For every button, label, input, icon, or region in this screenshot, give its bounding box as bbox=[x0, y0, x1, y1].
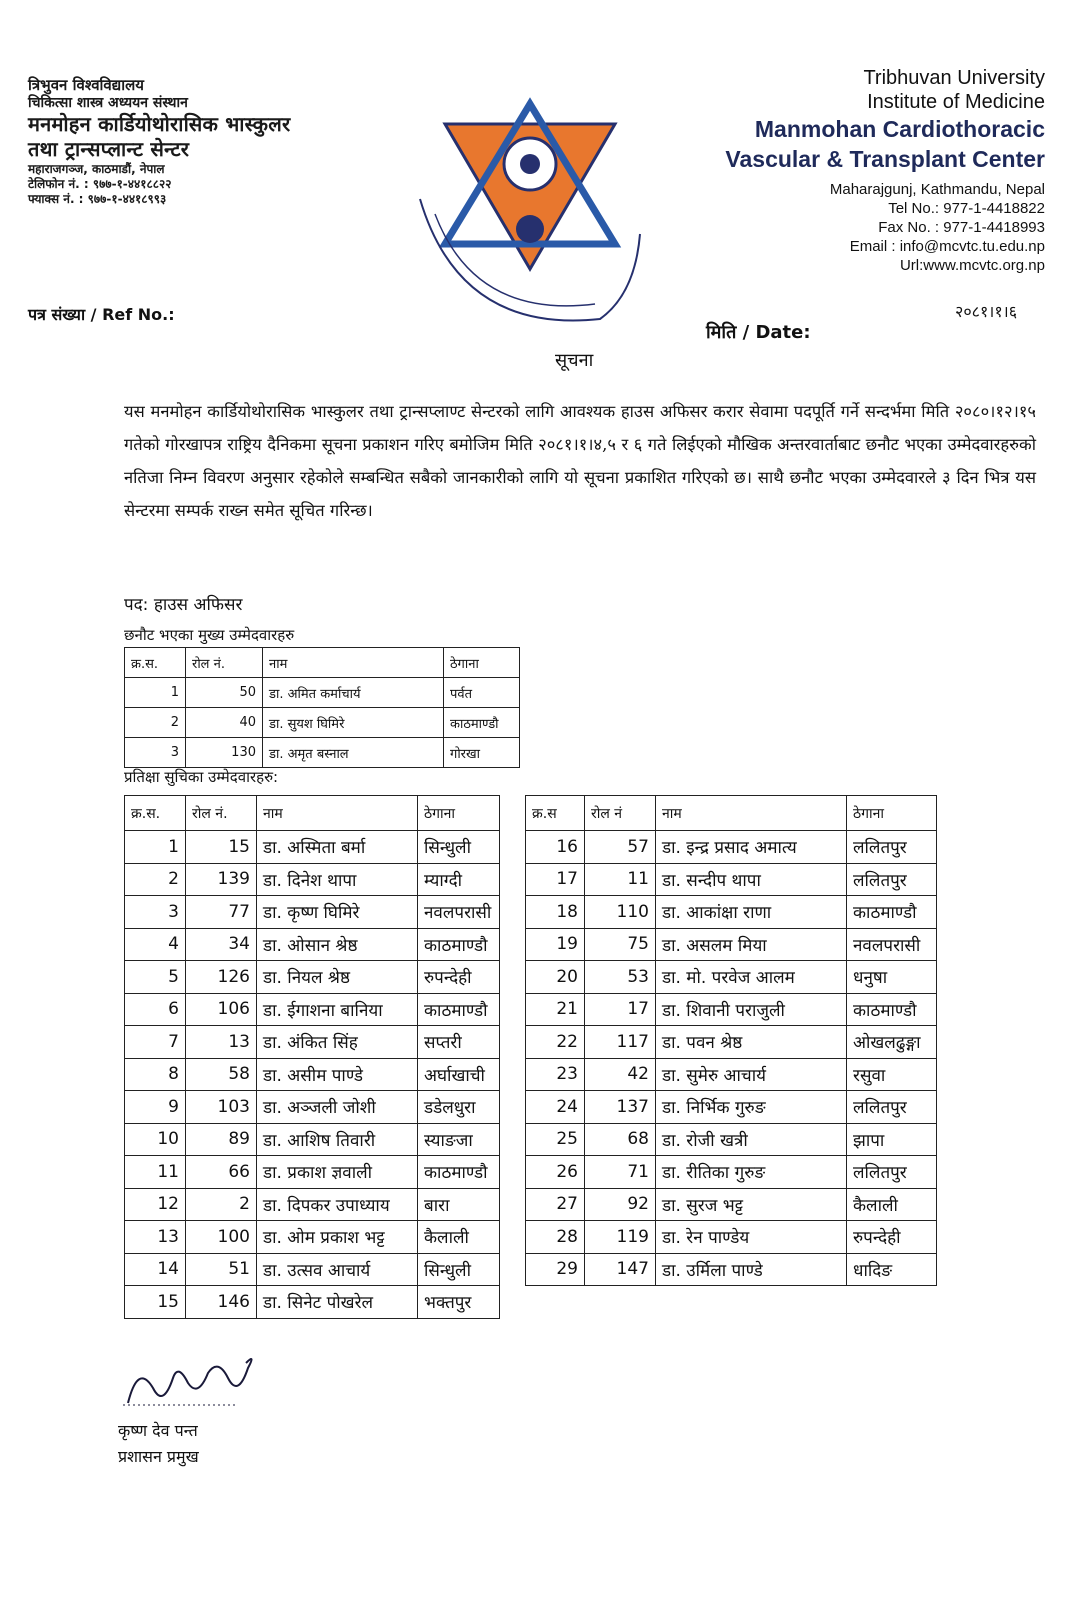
cell-roll: 53 bbox=[585, 961, 656, 994]
table-header-row bbox=[125, 796, 500, 831]
signatory-title: प्रशासन प्रमुख bbox=[118, 1447, 199, 1466]
cell-name: डा. नियल श्रेष्ठ bbox=[257, 961, 418, 994]
cell-address: सप्तरी bbox=[418, 1026, 500, 1059]
cell-roll: 100 bbox=[186, 1221, 257, 1254]
table-row bbox=[526, 993, 937, 1026]
cell-sn: 1 bbox=[125, 831, 186, 864]
cell-roll: 92 bbox=[585, 1188, 656, 1221]
col-roll-header: रोल नं. bbox=[186, 648, 263, 678]
cell-address: ललितपुर bbox=[847, 863, 937, 896]
table-header-row bbox=[125, 648, 520, 678]
cell-address: रुपन्देही bbox=[847, 1221, 937, 1254]
cell-name: डा. रेन पाण्डेय bbox=[656, 1221, 847, 1254]
cell-sn: 11 bbox=[125, 1156, 186, 1189]
cell-sn: 26 bbox=[526, 1156, 585, 1189]
cell-sn: 23 bbox=[526, 1058, 585, 1091]
table-row bbox=[125, 1026, 500, 1059]
table-row bbox=[125, 678, 520, 708]
cell-name: डा. दिपकर उपाध्याय bbox=[257, 1188, 418, 1221]
cell-name: डा. अमित कर्माचार्य bbox=[263, 678, 444, 708]
en-address: Maharajgunj, Kathmandu, Nepal bbox=[829, 181, 1045, 198]
np-telephone: टेलिफोन नं. : ९७७-१-४४१८८२२ bbox=[28, 177, 172, 192]
waitlist-title: प्रतिक्षा सुचिका उम्मेदवारहरु: bbox=[124, 768, 279, 786]
waitlist-table-left bbox=[124, 795, 500, 1319]
cell-address: काठमाण्डौ bbox=[418, 993, 500, 1026]
cell-name: डा. अञ्जली जोशी bbox=[257, 1091, 418, 1124]
cell-address: धादिङ bbox=[847, 1253, 937, 1286]
cell-roll: 58 bbox=[186, 1058, 257, 1091]
cell-name: डा. ओम प्रकाश भट्ट bbox=[257, 1221, 418, 1254]
cell-roll: 51 bbox=[186, 1253, 257, 1286]
cell-name: डा. उर्मिला पाण्डे bbox=[656, 1253, 847, 1286]
cell-roll: 2 bbox=[186, 1188, 257, 1221]
cell-sn: 16 bbox=[526, 831, 585, 864]
np-university: त्रिभुवन विश्वविद्यालय bbox=[28, 76, 144, 94]
cell-name: डा. असीम पाण्डे bbox=[257, 1058, 418, 1091]
cell-name: डा. सुमेरु आचार्य bbox=[656, 1058, 847, 1091]
col-name-header: नाम bbox=[656, 796, 847, 831]
cell-roll: 110 bbox=[585, 896, 656, 929]
cell-address: बारा bbox=[418, 1188, 500, 1221]
signature-icon bbox=[118, 1343, 268, 1418]
cell-sn: 1 bbox=[125, 678, 186, 708]
np-institute: चिकित्सा शास्त्र अध्ययन संस्थान bbox=[28, 94, 188, 111]
cell-name: डा. रीतिका गुरुङ bbox=[656, 1156, 847, 1189]
table-row bbox=[125, 831, 500, 864]
en-fax: Fax No. : 977-1-4418993 bbox=[878, 219, 1045, 236]
cell-address: नवलपरासी bbox=[847, 928, 937, 961]
cell-sn: 18 bbox=[526, 896, 585, 929]
date-value: २०८१।१।६ bbox=[955, 302, 1018, 321]
cell-roll: 77 bbox=[186, 896, 257, 929]
cell-roll: 66 bbox=[186, 1156, 257, 1189]
table-row bbox=[526, 1253, 937, 1286]
table-row bbox=[526, 928, 937, 961]
cell-address: कैलाली bbox=[847, 1188, 937, 1221]
cell-sn: 2 bbox=[125, 863, 186, 896]
cell-name: डा. सुरज भट्ट bbox=[656, 1188, 847, 1221]
cell-sn: 28 bbox=[526, 1221, 585, 1254]
cell-sn: 15 bbox=[125, 1286, 186, 1319]
col-sn-header: क्र.स. bbox=[125, 648, 186, 678]
table-row bbox=[526, 1221, 937, 1254]
cell-sn: 29 bbox=[526, 1253, 585, 1286]
cell-name: डा. आकांक्षा राणा bbox=[656, 896, 847, 929]
np-address: महाराजगञ्ज, काठमाडौं, नेपाल bbox=[28, 162, 165, 177]
table-row bbox=[125, 993, 500, 1026]
cell-roll: 117 bbox=[585, 1026, 656, 1059]
cell-roll: 42 bbox=[585, 1058, 656, 1091]
main-candidates-body bbox=[125, 678, 520, 768]
cell-name: डा. आशिष तिवारी bbox=[257, 1123, 418, 1156]
cell-roll: 68 bbox=[585, 1123, 656, 1156]
cell-sn: 6 bbox=[125, 993, 186, 1026]
main-candidates-table bbox=[124, 647, 520, 768]
cell-name: डा. अस्मिता बर्मा bbox=[257, 831, 418, 864]
en-telephone: Tel No.: 977-1-4418822 bbox=[888, 200, 1045, 217]
post-label: पद: हाउस अफिसर bbox=[124, 595, 243, 615]
cell-name: डा. अंकित सिंह bbox=[257, 1026, 418, 1059]
cell-roll: 13 bbox=[186, 1026, 257, 1059]
cell-address: धनुषा bbox=[847, 961, 937, 994]
cell-sn: 7 bbox=[125, 1026, 186, 1059]
en-center-name-2: Vascular & Transplant Center bbox=[725, 146, 1045, 172]
cell-sn: 17 bbox=[526, 863, 585, 896]
cell-name: डा. ईगाशना बानिया bbox=[257, 993, 418, 1026]
signature bbox=[118, 1343, 268, 1418]
cell-sn: 10 bbox=[125, 1123, 186, 1156]
cell-address: काठमाण्डौ bbox=[847, 993, 937, 1026]
cell-name: डा. सिनेट पोखरेल bbox=[257, 1286, 418, 1319]
table-row bbox=[125, 1156, 500, 1189]
table-row bbox=[526, 831, 937, 864]
table-row bbox=[125, 1286, 500, 1319]
cell-name: डा. निर्भिक गुरुङ bbox=[656, 1091, 847, 1124]
cell-roll: 71 bbox=[585, 1156, 656, 1189]
cell-address: भक्तपुर bbox=[418, 1286, 500, 1319]
cell-address: डडेलधुरा bbox=[418, 1091, 500, 1124]
cell-name: डा. उत्सव आचार्य bbox=[257, 1253, 418, 1286]
cell-sn: 25 bbox=[526, 1123, 585, 1156]
institute-emblem-icon bbox=[400, 94, 650, 354]
cell-roll: 119 bbox=[585, 1221, 656, 1254]
col-name-header: नाम bbox=[257, 796, 418, 831]
table-row bbox=[526, 1123, 937, 1156]
waitlist-table-right bbox=[525, 795, 937, 1286]
table-row bbox=[125, 1253, 500, 1286]
cell-sn: 13 bbox=[125, 1221, 186, 1254]
waitlist-left-body bbox=[125, 831, 500, 1319]
cell-address: नवलपरासी bbox=[418, 896, 500, 929]
col-name-header: नाम bbox=[263, 648, 444, 678]
cell-name: डा. कृष्ण घिमिरे bbox=[257, 896, 418, 929]
cell-sn: 24 bbox=[526, 1091, 585, 1124]
col-address-header: ठेगाना bbox=[418, 796, 500, 831]
emblem-hub bbox=[520, 154, 540, 174]
cell-roll: 126 bbox=[186, 961, 257, 994]
table-row bbox=[125, 738, 520, 768]
table-row bbox=[125, 928, 500, 961]
cell-address: ललितपुर bbox=[847, 1156, 937, 1189]
en-url: Url:www.mcvtc.org.np bbox=[899, 257, 1045, 274]
cell-sn: 19 bbox=[526, 928, 585, 961]
cell-sn: 22 bbox=[526, 1026, 585, 1059]
cell-address: काठमाण्डौ bbox=[847, 896, 937, 929]
cell-sn: 12 bbox=[125, 1188, 186, 1221]
cell-address: ओखलढुङ्गा bbox=[847, 1026, 937, 1059]
col-roll-header: रोल नं. bbox=[186, 796, 257, 831]
cell-sn: 3 bbox=[125, 738, 186, 768]
cell-roll: 34 bbox=[186, 928, 257, 961]
cell-name: डा. पवन श्रेष्ठ bbox=[656, 1026, 847, 1059]
np-fax: फ्याक्स नं. : ९७७-१-४४१८९९३ bbox=[28, 192, 167, 207]
ref-number-label: पत्र संख्या / Ref No.: bbox=[28, 305, 175, 324]
cell-name: डा. सुयश घिमिरे bbox=[263, 708, 444, 738]
cell-address: काठमाण्डौ bbox=[418, 928, 500, 961]
cell-name: डा. दिनेश थापा bbox=[257, 863, 418, 896]
cell-address: ललितपुर bbox=[847, 1091, 937, 1124]
table-row bbox=[125, 1091, 500, 1124]
col-sn-header: क्र.स. bbox=[125, 796, 186, 831]
waitlist-right-body bbox=[526, 831, 937, 1286]
en-university: Tribhuvan University bbox=[863, 67, 1045, 89]
table-row bbox=[125, 1221, 500, 1254]
cell-name: डा. इन्द्र प्रसाद अमात्य bbox=[656, 831, 847, 864]
cell-sn: 14 bbox=[125, 1253, 186, 1286]
table-row bbox=[526, 1058, 937, 1091]
cell-roll: 103 bbox=[186, 1091, 257, 1124]
table-row bbox=[125, 1123, 500, 1156]
notice-body: यस मनमोहन कार्डियोथोरासिक भास्कुलर तथा ट्रान्सप्लाण्ट सेन्टरको लागि आवश्यक हाउस अफिसर करार सेवामा पदपूर्ति गर्ने सन्दर्भमा मिति २०८०।१२।१५ गतेको गोरखापत्र राष्ट्रिय दैनिकमा सूचना प्रकाशन गरिए बमोजिम मिति २०८१।१।४,५ र ६ गते लिईएको मौखिक अन्तरवार्ताबाट छनौट भएका उम्मेदवारहरुको नतिजा निम्न विवरण अनुसार रहेकोले सम्बन्धित सबैको जानकारीको लागि यो सूचना प्रकाशित गरिएको छ। साथै छनौट भएका उम्मेदवारले ३ दिन भित्र यस सेन्टरमा सम्पर्क राख्न समेत सूचित गरिन्छ। bbox=[124, 402, 1036, 520]
cell-sn: 21 bbox=[526, 993, 585, 1026]
cell-name: डा. असलम मिया bbox=[656, 928, 847, 961]
cell-address: स्याङजा bbox=[418, 1123, 500, 1156]
cell-address: कैलाली bbox=[418, 1221, 500, 1254]
table-row bbox=[125, 708, 520, 738]
cell-name: डा. प्रकाश ज्ञवाली bbox=[257, 1156, 418, 1189]
table-row bbox=[526, 1026, 937, 1059]
col-sn-header: क्र.स bbox=[526, 796, 585, 831]
cell-address: काठमाण्डौ bbox=[418, 1156, 500, 1189]
cell-address: सिन्धुली bbox=[418, 831, 500, 864]
cell-roll: 130 bbox=[186, 738, 263, 768]
table-row bbox=[526, 1091, 937, 1124]
main-candidates-title: छनौट भएका मुख्य उम्मेदवारहरु bbox=[124, 626, 295, 644]
table-row bbox=[526, 1188, 937, 1221]
cell-sn: 20 bbox=[526, 961, 585, 994]
table-row bbox=[526, 1156, 937, 1189]
cell-roll: 137 bbox=[585, 1091, 656, 1124]
table-row bbox=[125, 1188, 500, 1221]
cell-address: काठमाण्डौ bbox=[444, 708, 520, 738]
signatory-name: कृष्ण देव पन्त bbox=[118, 1421, 198, 1440]
cell-sn: 2 bbox=[125, 708, 186, 738]
table-row bbox=[125, 896, 500, 929]
cell-address: गोरखा bbox=[444, 738, 520, 768]
cell-name: डा. शिवानी पराजुली bbox=[656, 993, 847, 1026]
cell-address: अर्घाखाची bbox=[418, 1058, 500, 1091]
col-roll-header: रोल नं bbox=[585, 796, 656, 831]
table-header-row bbox=[526, 796, 937, 831]
cell-address: म्याग्दी bbox=[418, 863, 500, 896]
col-address-header: ठेगाना bbox=[444, 648, 520, 678]
cell-address: पर्वत bbox=[444, 678, 520, 708]
np-center-name-2: तथा ट्रान्सप्लान्ट सेन्टर bbox=[28, 137, 190, 162]
cell-name: डा. ओसान श्रेष्ठ bbox=[257, 928, 418, 961]
cell-sn: 27 bbox=[526, 1188, 585, 1221]
cell-name: डा. सन्दीप थापा bbox=[656, 863, 847, 896]
cell-sn: 9 bbox=[125, 1091, 186, 1124]
cell-address: रसुवा bbox=[847, 1058, 937, 1091]
cell-roll: 50 bbox=[186, 678, 263, 708]
cell-roll: 147 bbox=[585, 1253, 656, 1286]
table-row bbox=[526, 961, 937, 994]
table-row bbox=[526, 863, 937, 896]
table-row bbox=[526, 896, 937, 929]
institute-logo bbox=[400, 94, 650, 354]
header-english bbox=[645, 66, 1045, 275]
header-nepali bbox=[28, 76, 408, 207]
en-center-name-1: Manmohan Cardiothoracic bbox=[754, 116, 1045, 142]
cell-address: सिन्धुली bbox=[418, 1253, 500, 1286]
cell-roll: 106 bbox=[186, 993, 257, 1026]
cell-roll: 89 bbox=[186, 1123, 257, 1156]
cell-roll: 17 bbox=[585, 993, 656, 1026]
cell-sn: 4 bbox=[125, 928, 186, 961]
cell-roll: 15 bbox=[186, 831, 257, 864]
table-row bbox=[125, 1058, 500, 1091]
signatory-block bbox=[118, 1418, 199, 1470]
en-email: Email : info@mcvtc.tu.edu.np bbox=[849, 238, 1045, 255]
cell-roll: 146 bbox=[186, 1286, 257, 1319]
cell-roll: 75 bbox=[585, 928, 656, 961]
en-institute: Institute of Medicine bbox=[867, 91, 1045, 113]
table-row bbox=[125, 961, 500, 994]
cell-sn: 5 bbox=[125, 961, 186, 994]
cell-sn: 8 bbox=[125, 1058, 186, 1091]
emblem-lower-symbol bbox=[516, 215, 544, 243]
cell-address: रुपन्देही bbox=[418, 961, 500, 994]
cell-name: डा. रोजी खत्री bbox=[656, 1123, 847, 1156]
cell-sn: 3 bbox=[125, 896, 186, 929]
cell-name: डा. मो. परवेज आलम bbox=[656, 961, 847, 994]
cell-name: डा. अमृत बस्नाल bbox=[263, 738, 444, 768]
cell-roll: 40 bbox=[186, 708, 263, 738]
notice-title: सूचना bbox=[555, 350, 594, 371]
col-address-header: ठेगाना bbox=[847, 796, 937, 831]
np-center-name-1: मनमोहन कार्डियोथोरासिक भास्कुलर bbox=[28, 112, 291, 137]
cell-address: झापा bbox=[847, 1123, 937, 1156]
cell-roll: 11 bbox=[585, 863, 656, 896]
cell-roll: 57 bbox=[585, 831, 656, 864]
cell-roll: 139 bbox=[186, 863, 257, 896]
cell-address: ललितपुर bbox=[847, 831, 937, 864]
date-label: मिति / Date: bbox=[706, 322, 811, 343]
table-row bbox=[125, 863, 500, 896]
